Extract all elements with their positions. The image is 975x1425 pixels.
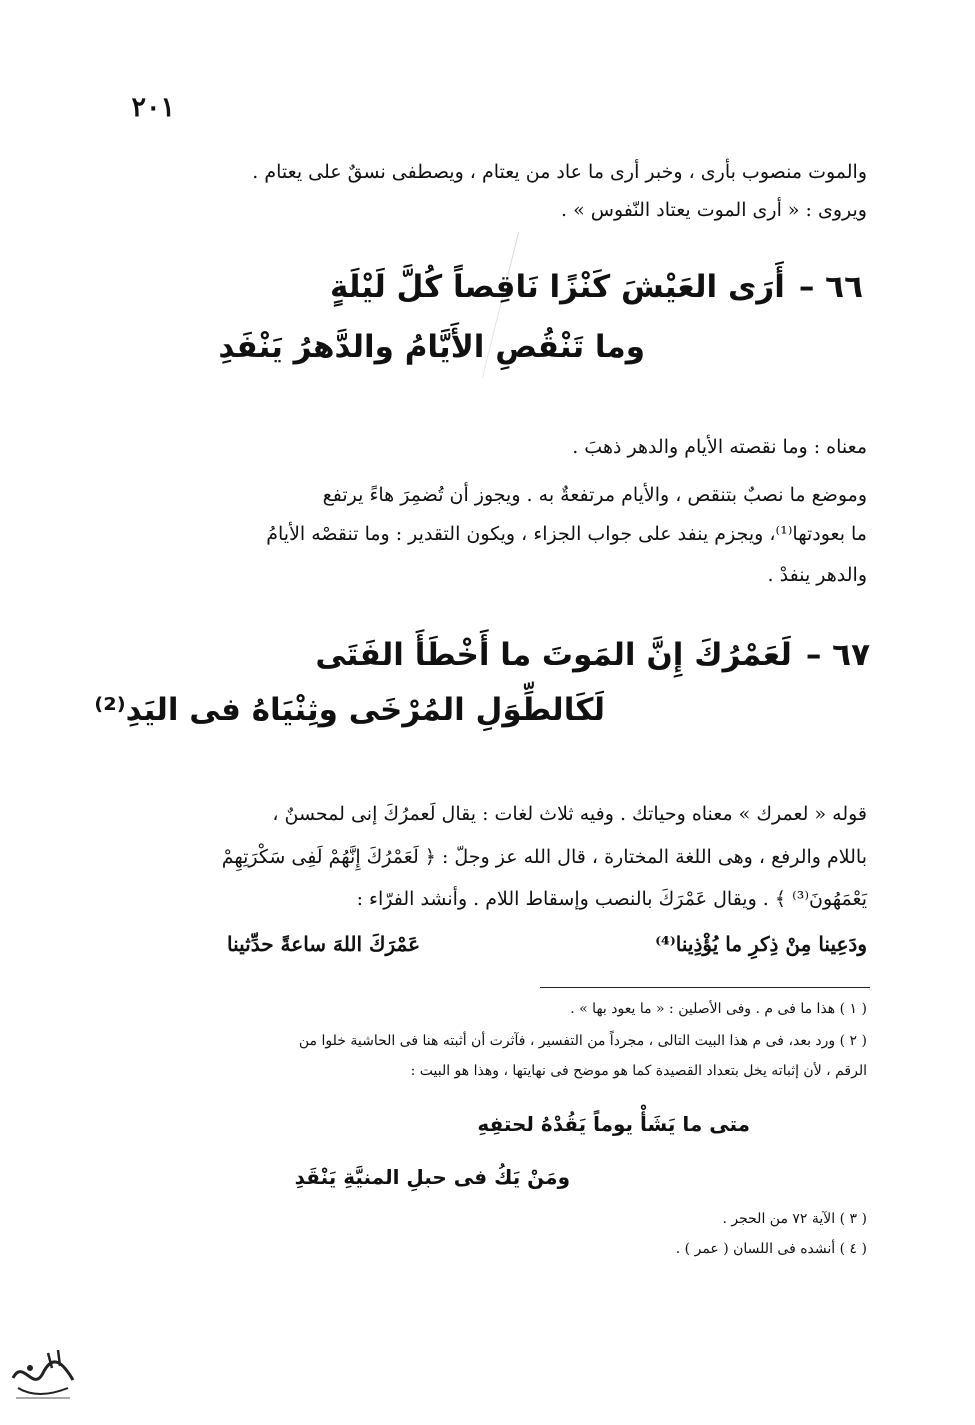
commentary-67-line-2: باللام والرفع ، وهى اللغة المختارة ، قال الله عز وجلّ : ﴿ لَعَمْرُكَ إِنَّهُمْ لَفِى سَكْرَتِهِمْ	[221, 846, 867, 868]
footnote-4: ( ٤ ) أنشده فى اللسان ( عمر ) .	[675, 1241, 867, 1257]
verse-67-number: ٦٧ –	[805, 637, 870, 673]
commentary-66-line-3: ما بعودتها⁽¹⁾، ويجزم ينفد على جواب الجزاء ، ويكون التقدير : وما تنقصْه الأيامُ	[266, 523, 867, 545]
library-stamp-logo	[8, 1338, 78, 1408]
footnote-2-line-1: ( ٢ ) ورد بعد، فى م هذا البيت التالى ، مجرداً من التفسير ، فآثرت أن أثبته هنا فى الحاشية خلوا من	[298, 1033, 867, 1049]
page-number: ٢٠١	[131, 92, 175, 123]
footnote-3: ( ٣ ) الآية ٧٢ من الحجر .	[722, 1211, 867, 1227]
footnote-verse-first: متى ما يَشَأْ يوماً يَقُدْهُ لحتفِهِ	[477, 1112, 750, 1136]
verse-66-second-hemistich: وما تَنْقُصِ الأَيَّامُ والدَّهرُ يَنْفَدِ	[218, 329, 645, 365]
intro-line-1: والموت منصوب بأرى ، وخبر أرى ما عاد من يعتام ، ويصطفى نسقٌ على يعتام .	[252, 161, 867, 183]
commentary-66-line-1: معناه : وما نقصته الأيام والدهر ذهبَ .	[572, 436, 867, 458]
quoted-verse-first: عَمْرَكَ اللهَ ساعةً حدِّثينا	[227, 932, 420, 956]
verse-67-first-hemistich	[315, 630, 870, 680]
quoted-verse-second: ودَعِينا مِنْ ذِكرِ ما يُؤْذِينا⁽⁴⁾	[655, 932, 867, 956]
verse-67-first-text: لَعَمْرُكَ إِنَّ المَوتَ ما أَخْطَأَ الفَتَى	[315, 637, 792, 673]
commentary-66-line-2: وموضع ما نصبٌ بتنقص ، والأيام مرتفعةٌ به . ويجوز أن تُضمِرَ هاءً يرتفع	[322, 484, 867, 506]
commentary-66-line-4: والدهر ينفدْ .	[767, 564, 867, 586]
verse-66-first-hemistich	[330, 262, 863, 312]
verse-67-second-hemistich: لَكَالطِّوَلِ المُرْخَى وثِنْيَاهُ فى اليَدِ⁽²⁾	[94, 692, 605, 728]
intro-line-2: ويروى : « أرى الموت يعتاد النّفوس » .	[561, 199, 867, 221]
footnote-verse-second: ومَنْ يَكُ فى حبلِ المنيَّةِ يَنْقَدِ	[294, 1165, 570, 1189]
commentary-67-line-3: يَعْمَهُونَ⁽³⁾ ﴾ . ويقال عَمْرَكَ بالنصب وإسقاط اللام . وأنشد الفرّاء :	[356, 888, 867, 910]
footnote-1: ( ١ ) هذا ما فى م . وفى الأصلين : « ما يعود بها » .	[570, 1001, 867, 1017]
verse-66-number: ٦٦ –	[798, 269, 863, 305]
verse-66-first-text: أَرَى العَيْشَ كَنْزًا نَاقِصاً كُلَّ لَيْلَةٍ	[329, 269, 785, 305]
footnote-2-line-2: الرقم ، لأن إثباته يخل بتعداد القصيدة كما هو موضح فى نهايتها ، وهذا هو البيت :	[410, 1063, 867, 1079]
footnote-separator	[540, 987, 870, 988]
commentary-67-line-1: قوله « لعمرك » معناه وحياتك . وفيه ثلاث لغات : يقال لَعمرُكَ إنى لمحسنٌ ،	[272, 803, 867, 825]
